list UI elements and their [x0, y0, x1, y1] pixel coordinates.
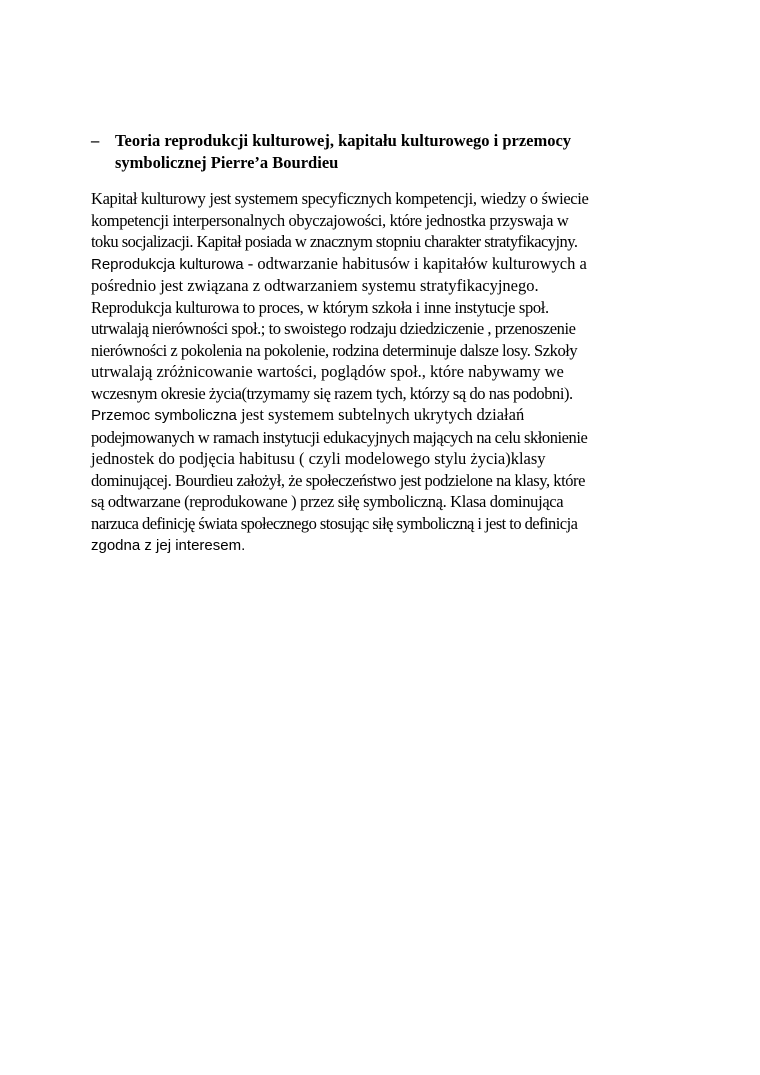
text-segment: pośrednio jest związana z odtwarzaniem systemu stratyfikacyjnego.: [91, 276, 539, 295]
body-line: [91, 253, 691, 276]
text-segment: toku socjalizacji. Kapitał posiada w znacznym stopniu charakter stratyfikacyjny.: [91, 232, 578, 251]
term-przemoc-symboliczna: Przemoc symboliczna: [91, 407, 237, 424]
text-segment: Reprodukcja kulturowa to proces, w którym szkoła i inne instytucje społ.: [91, 297, 549, 317]
text-segment: utrwalają zróżnicowanie wartości, poglądów społ., które nabywamy we: [91, 362, 564, 381]
text-segment: - odtwarzanie habitusów i kapitałów kulturowych a: [243, 253, 587, 273]
text-segment: jest systemem subtelnych ukrytych działań: [236, 405, 525, 424]
heading-line: symbolicznej Pierre’a Bourdieu: [115, 153, 339, 172]
body-line: [91, 318, 691, 340]
text-segment: kompetencji interpersonalnych obyczajowości, które jednostka przyswaja w: [91, 210, 569, 230]
text-segment: narzuca definicję świata społecznego stosując siłę symboliczną i jest to definicja: [91, 513, 578, 533]
body-line: [91, 383, 691, 405]
body-line: [91, 231, 691, 253]
text-segment: nierówności z pokolenia na pokolenie, rodzina determinuje dalsze losy. Szkoły: [91, 340, 578, 360]
section-heading: [91, 130, 691, 174]
heading-text: [115, 130, 635, 174]
body-line: [91, 513, 691, 535]
heading-line: Teoria reprodukcji kulturowej, kapitału kulturowego i przemocy: [115, 131, 572, 150]
term-reprodukcja-kulturowa: Reprodukcja kulturowa: [91, 255, 244, 273]
body-line: [91, 210, 691, 232]
body-line: [91, 491, 691, 513]
body-line: [91, 361, 691, 383]
body-line: [91, 427, 691, 449]
dash-bullet: –: [91, 131, 100, 150]
text-segment: Kapitał kulturowy jest systemem specyficznych kompetencji, wiedzy o świecie: [91, 189, 589, 208]
text-segment: wczesnym okresie życia(trzymamy się razem tych, którzy są do nas podobni).: [91, 383, 573, 403]
body-paragraph: [91, 188, 691, 557]
body-line: [91, 188, 691, 210]
body-line: [91, 470, 691, 492]
text-segment: utrwalają nierówności społ.; to swoistego rodzaju dziedziczenie , przenoszenie: [91, 319, 576, 338]
text-segment: podejmowanych w ramach instytucji edukacyjnych mających na celu skłonienie: [91, 427, 588, 447]
body-line: [91, 275, 691, 297]
body-line: [91, 448, 691, 470]
body-line: [91, 534, 691, 557]
text-segment: zgodna z jej interesem.: [91, 537, 246, 554]
text-segment: dominującej. Bourdieu założył, że społeczeństwo jest podzielone na klasy, które: [91, 470, 585, 490]
body-line: [91, 340, 691, 362]
text-segment: jednostek do podjęcia habitusu ( czyli modelowego stylu życia)klasy: [91, 449, 546, 468]
body-line: [91, 297, 691, 319]
text-segment: są odtwarzane (reprodukowane ) przez siłę symboliczną. Klasa dominująca: [91, 492, 564, 511]
body-line: [91, 404, 691, 427]
